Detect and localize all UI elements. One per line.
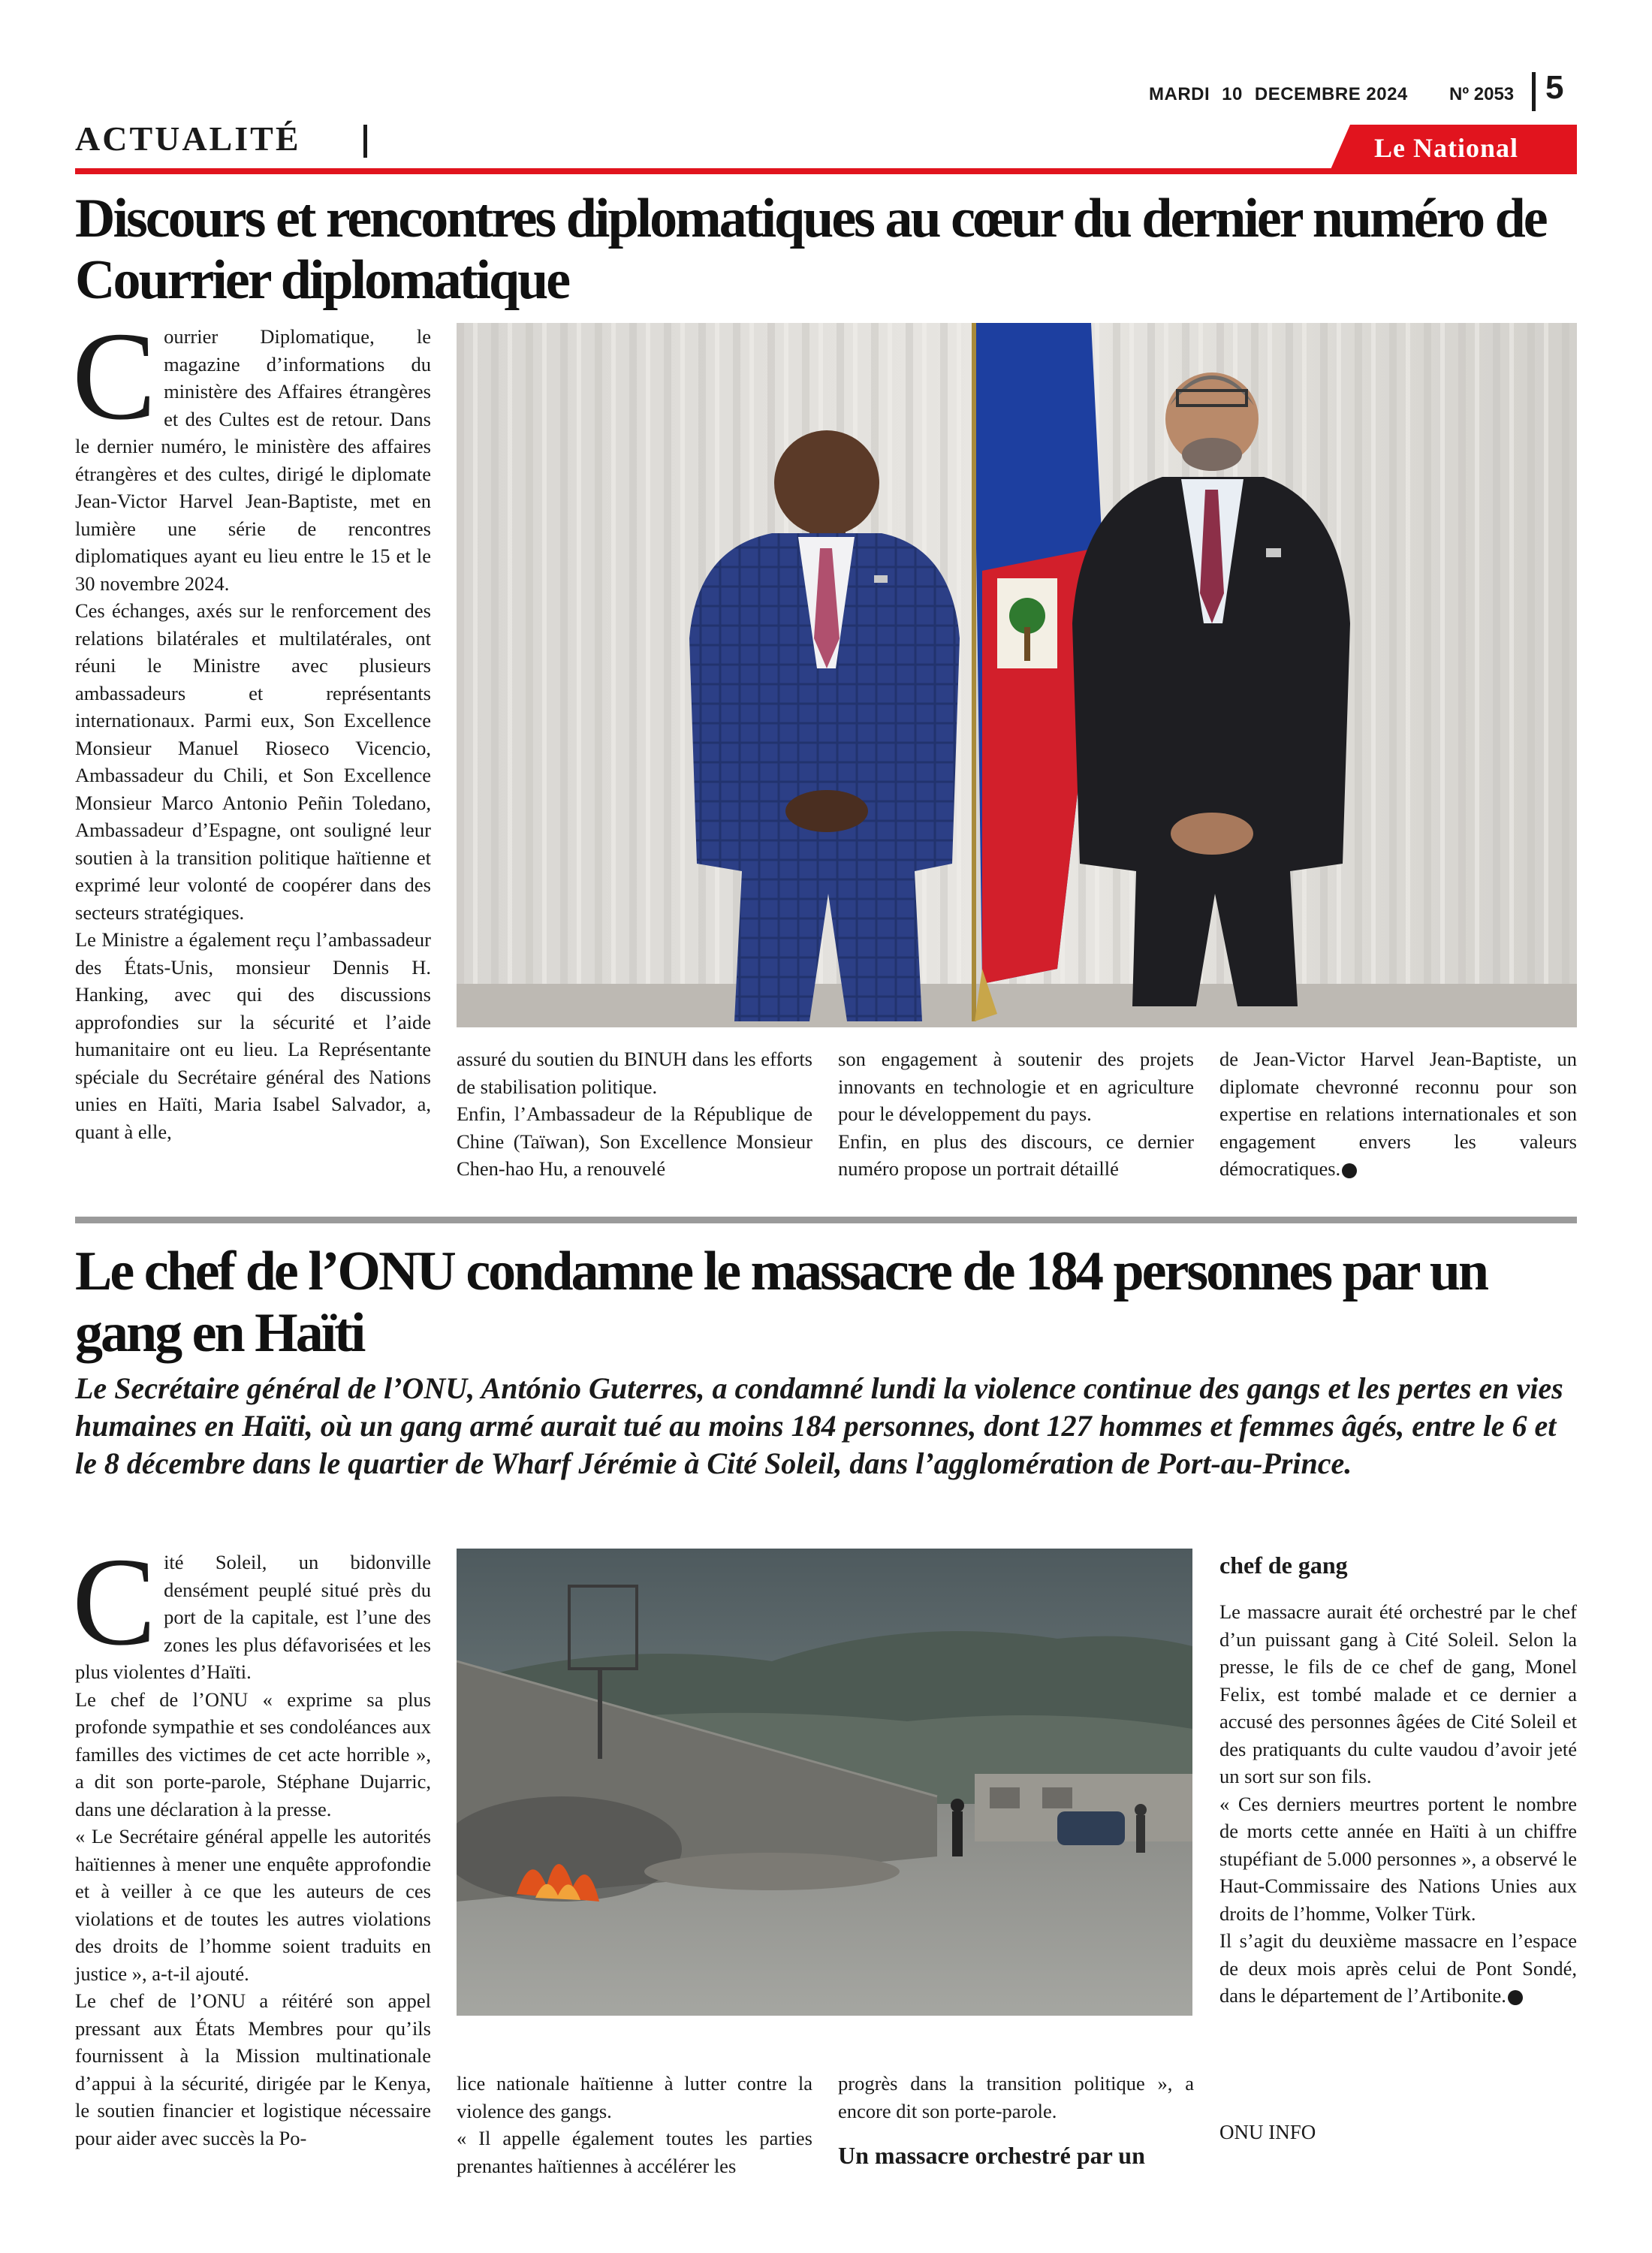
- article1-headline: Discours et rencontres diplomatiques au cœur du dernier numéro de Courrier diplomatique: [75, 188, 1546, 311]
- article2-credit: ONU INFO: [1219, 2121, 1316, 2143]
- article1-dropcap: C: [72, 306, 157, 446]
- article-separator-rule: [75, 1217, 1577, 1223]
- dateline-day: MARDI: [1149, 84, 1210, 104]
- article1-paragraph: Enfin, en plus des discours, ce dernier numéro propose un portrait détaillé: [838, 1130, 1194, 1180]
- article1-column-2: [457, 1045, 812, 1183]
- article1-column-4: [1219, 1045, 1577, 1183]
- article2-column-2: [457, 2070, 812, 2179]
- street-scene-illustration: [457, 1549, 1192, 2016]
- article2-column-4: [1219, 1598, 1577, 2010]
- article1-paragraph: Le Ministre a également reçu l’ambassadeur des États-Unis, monsieur Dennis H. Hanking, avec qui des discussions approfondies sur la sécurité et l’aide humanitaire ont eu lieu. La Représentante spéciale du Secrétaire général des Nations unies en Haïti, Maria Isabel Salvador, a, quant à elle,: [75, 928, 431, 1143]
- article2-paragraph: Il s’agit du deuxième massacre en l’espace de deux mois après celui de Pont Sondé, dans le département de l’Artibonite.: [1219, 1929, 1577, 2007]
- article1-photo-officials-with-flag: [457, 323, 1577, 1027]
- article2-column-1: [72, 1532, 431, 2152]
- article2-paragraph: progrès dans la transition politique », a encore dit son porte-parole.: [838, 2072, 1194, 2122]
- dateline-date: 10: [1222, 84, 1243, 104]
- article1-paragraph: Enfin, l’Ambassadeur de la République de Chine (Taïwan), Son Excellence Monsieur Chen-hao Hu, a renouvelé: [457, 1102, 812, 1180]
- article1-column-1: [72, 306, 431, 1145]
- article2-subhead-line-1: Un massacre orchestré par un: [838, 2142, 1145, 2169]
- article2-subhead-line-2: chef de gang: [1219, 1552, 1348, 1579]
- article2-paragraph: Le massacre aurait été orchestré par le chef d’un puissant gang à Cité Soleil. Selon la presse, le fils de ce chef de gang, Monel Felix, est tombé malade et ce dernier a accusé des personnes âgées de Cité Soleil et des pratiquants du culte vaudou d’avoir jeté un sort sur son fils.: [1219, 1600, 1577, 1787]
- article2-column-3: [838, 2070, 1194, 2125]
- page-number-divider: [1532, 72, 1536, 111]
- article1-paragraph: son engagement à soutenir des projets innovants en technologie et en agriculture pour le développement du pays.: [838, 1048, 1194, 1125]
- article1-paragraph: Courrier Diplomatique, le magazine d’informations du ministère des Affaires étrangères et des Cultes est de retour. Dans le dernier numéro, le ministère des affaires étrangères et des cultes, dirigé le diplomate Jean-Victor Harvel Jean-Baptiste, met en lumière une série de rencontres diplomatiques ayant eu lieu entre le 15 et le 30 novembre 2024.: [72, 306, 431, 595]
- officials-photo-illustration: [457, 323, 1577, 1027]
- article2-lede: Le Secrétaire général de l’ONU, António Guterres, a condamné lundi la violence continue des gangs et les pertes en vies humaines en Haïti, où un gang armé aurait tué au moins 184 personnes, dont 127 hommes et femmes âgés, entre le 6 et le 8 décembre dans le quartier de Wharf Jérémie à Cité Soleil, dans l’agglomération de Port-au-Prince.: [75, 1371, 1563, 1480]
- article1-paragraph: assuré du soutien du BINUH dans les efforts de stabilisation politique.: [457, 1048, 812, 1098]
- issue-number: Nº 2053: [1449, 84, 1515, 104]
- dateline-month: DECEMBRE 2024: [1254, 84, 1408, 104]
- end-of-article-mark: [1342, 1163, 1357, 1178]
- article1-paragraph: Ces échanges, axés sur le renforcement des relations bilatérales et multilatérales, ont réuni le Ministre avec plusieurs ambassadeurs et représentants internationaux. Parmi eux, Son Excellence Monsieur Manuel Rioseco Vicencio, Ambassadeur du Chili, et Son Excellence Monsieur Marco Antonio Peñin Toledano, Ambassadeur d’Espagne, ont souligné leur soutien à la transition politique haïtienne et exprimé leur volonté de coopérer dans des secteurs stratégiques.: [75, 599, 431, 924]
- section-divider: [363, 125, 367, 158]
- article2-dropcap: C: [72, 1532, 157, 1672]
- page-number: 5: [1545, 69, 1564, 106]
- article2-photo-street-scene: [457, 1549, 1192, 2016]
- article2-paragraph: « Ces derniers meurtres portent le nombre de morts cette année en Haïti à un chiffre stupéfiant de 5.000 personnes », a observé le Haut-Commissaire des Nations Unies aux droits de l’homme, Volker Türk.: [1219, 1792, 1577, 1925]
- brand-logo-text: Le National: [1374, 133, 1519, 163]
- article1-paragraph: de Jean-Victor Harvel Jean-Baptiste, un diplomate chevronné reconnu pour son expertise en relations internationales et son engagement envers les valeurs démocratiques.: [1219, 1048, 1577, 1180]
- article2-paragraph: Cité Soleil, un bidonville densément peuplé situé près du port de la capitale, est l’une des zones les plus défavorisées et les plus violentes d’Haïti.: [72, 1532, 431, 1683]
- article2-headline: Le chef de l’ONU condamne le massacre de 184 personnes par un gang en Haïti: [75, 1241, 1488, 1364]
- article1-column-3: [838, 1045, 1194, 1183]
- article2-paragraph: « Il appelle également toutes les parties prenantes haïtiennes à accélérer les: [457, 2127, 812, 2177]
- article2-paragraph: lice nationale haïtienne à lutter contre la violence des gangs.: [457, 2072, 812, 2122]
- article2-paragraph: Le chef de l’ONU a réitéré son appel pressant aux États Membres pour qu’ils fournissent à la Mission multinationale d’appui à la sécurité, dirigée par le Kenya, le soutien financier et logistique nécessaire pour aider avec succès la Po-: [75, 1989, 431, 2149]
- dateline: [1149, 84, 1420, 105]
- end-of-article-mark: [1508, 1990, 1523, 2005]
- header-rule: [75, 168, 1577, 174]
- section-label: ACTUALITÉ: [75, 119, 301, 158]
- article2-paragraph: « Le Secrétaire général appelle les autorités haïtiennes à mener une enquête approfondie et à veiller à ce que les auteurs de ces violations et de toutes les autres violations des droits de l’homme soient traduits en justice », a-t-il ajouté.: [75, 1825, 431, 1985]
- article2-paragraph: Le chef de l’ONU « exprime sa plus profonde sympathie et ses condoléances aux familles des victimes de cet acte horrible », a dit son porte-parole, Stéphane Dujarric, dans une déclaration à la presse.: [75, 1687, 431, 1820]
